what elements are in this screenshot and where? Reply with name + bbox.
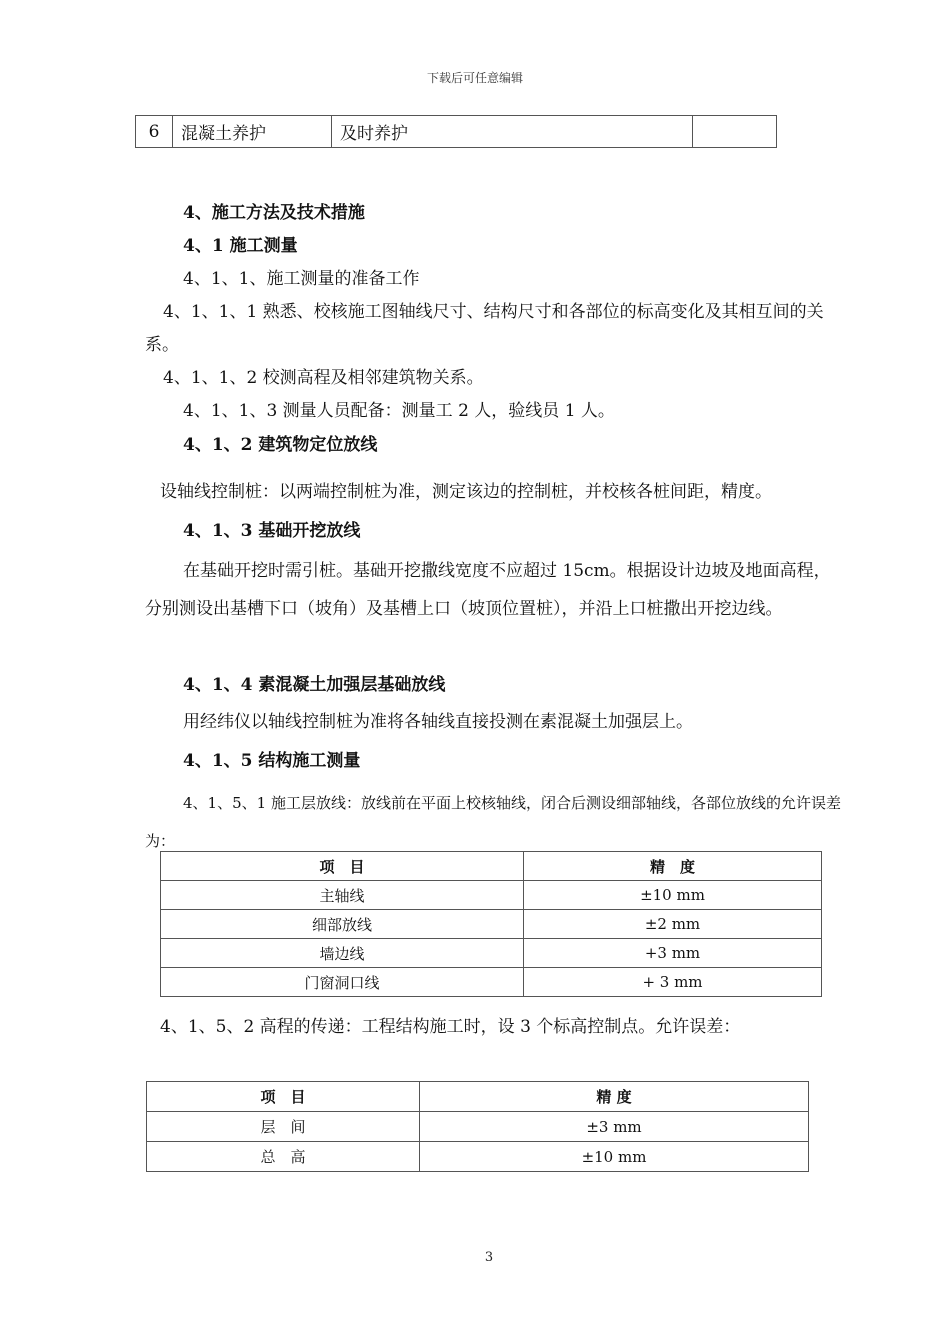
curing-table: [135, 115, 777, 148]
table-cell: + 3 mm: [524, 968, 822, 997]
section-heading: 4、1、3 基础开挖放线: [183, 521, 361, 541]
page-header: 下载后可任意编辑: [426, 71, 523, 85]
section-heading: 4、1、2 建筑物定位放线: [183, 435, 378, 455]
table-row: [147, 1112, 809, 1142]
table-cell: 及时养护: [332, 116, 693, 148]
paragraph: 4、1、5、1 施工层放线：放线前在平面上校核轴线，闭合后测设细部轴线，各部位放线的允许误差为：: [145, 794, 841, 850]
paragraph: 设轴线控制桩：以两端控制桩为准，测定该边的控制桩，并校核各桩间距，精度。: [160, 482, 772, 502]
paragraph: 4、1、1、1 熟悉、校核施工图轴线尺寸、结构尺寸和各部位的标高变化及其相互间的关系。: [145, 302, 824, 355]
section-heading: 4、施工方法及技术措施: [183, 203, 365, 223]
layout-tolerance-table: [160, 851, 822, 997]
section-heading: 4、1 施工测量: [183, 236, 298, 256]
section-heading: 4、1、5 结构施工测量: [183, 751, 361, 771]
table-row: [161, 968, 822, 997]
table-cell: 细部放线: [161, 910, 524, 939]
subsection-heading: 4、1、1、施工测量的准备工作: [183, 269, 420, 289]
paragraph: 4、1、1、2 校测高程及相邻建筑物关系。: [163, 368, 484, 388]
table-cell: ±10 mm: [420, 1142, 809, 1172]
table-cell: 层 间: [147, 1112, 420, 1142]
table-cell: [693, 116, 777, 148]
table-cell: ±3 mm: [420, 1112, 809, 1142]
table-cell: +3 mm: [524, 939, 822, 968]
table-cell: 门窗洞口线: [161, 968, 524, 997]
table-header-row: [161, 852, 822, 881]
paragraph: 4、1、5、2 高程的传递：工程结构施工时，设 3 个标高控制点。允许误差：: [160, 1017, 741, 1037]
table-cell: 混凝土养护: [173, 116, 332, 148]
table-row: [136, 116, 777, 148]
table-row: [161, 881, 822, 910]
table-cell: ±2 mm: [524, 910, 822, 939]
paragraph: 用经纬仪以轴线控制桩为准将各轴线直接投测在素混凝土加强层上。: [183, 712, 693, 732]
table-row: [161, 910, 822, 939]
column-header: 项 目: [147, 1082, 420, 1112]
column-header: 项 目: [161, 852, 524, 881]
table-cell: 主轴线: [161, 881, 524, 910]
table-row: [147, 1142, 809, 1172]
table-cell: 墙边线: [161, 939, 524, 968]
table-header-row: [147, 1082, 809, 1112]
section-heading: 4、1、4 素混凝土加强层基础放线: [183, 675, 446, 695]
table-cell: 总 高: [147, 1142, 420, 1172]
column-header: 精 度: [420, 1082, 809, 1112]
paragraph: 在基础开挖时需引桩。基础开挖撒线宽度不应超过 15cm。根据设计边坡及地面高程，分别测设出基槽下口（坡角）及基槽上口（坡顶位置桩），并沿上口桩撒出开挖边线。: [145, 561, 831, 619]
table-row: [161, 939, 822, 968]
table-cell: 6: [136, 116, 173, 148]
paragraph: 4、1、1、3 测量人员配备：测量工 2 人，验线员 1 人。: [183, 401, 615, 421]
page-number: 3: [484, 1250, 494, 1265]
column-header: 精 度: [524, 852, 822, 881]
table-cell: ±10 mm: [524, 881, 822, 910]
elevation-tolerance-table: [146, 1081, 809, 1172]
